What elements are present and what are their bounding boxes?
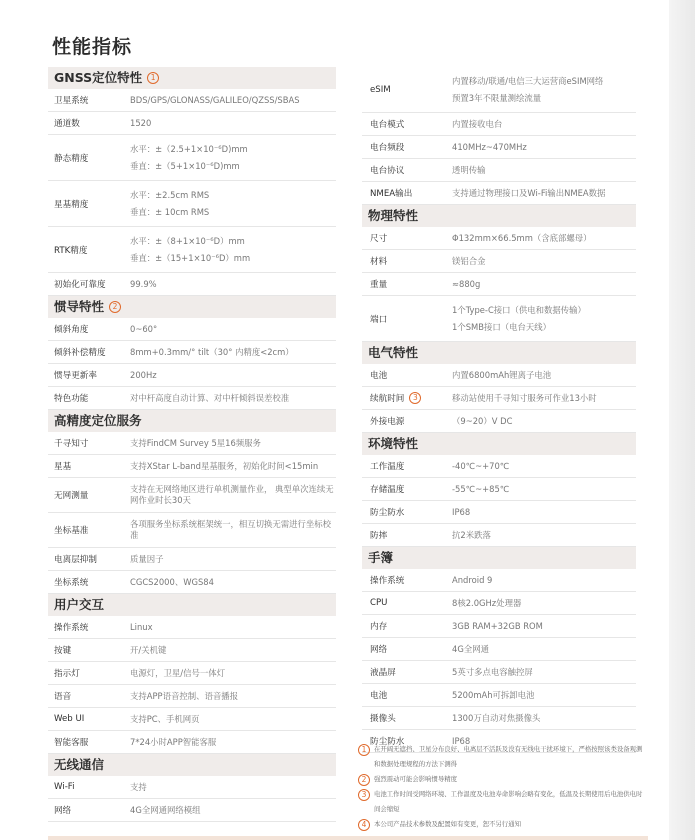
- spec-row: [362, 159, 636, 182]
- spec-values: [452, 458, 509, 475]
- spec-value: 4G全网通: [452, 643, 489, 654]
- spec-value: 内置6800mAh锂离子电池: [452, 369, 552, 380]
- spec-label: [362, 712, 452, 724]
- spec-values: [452, 618, 543, 635]
- spec-label: [362, 118, 452, 130]
- footnote-marker-icon: 3: [409, 392, 421, 404]
- spec-label-text: 电台频段: [370, 143, 405, 153]
- spec-value: 5200mAh可拆卸电池: [452, 689, 535, 700]
- spec-value: IP68: [452, 506, 471, 517]
- spec-values: [452, 641, 489, 658]
- spec-label-text: 外接电源: [370, 417, 405, 427]
- spec-label: [362, 598, 452, 608]
- spec-label: [48, 278, 130, 290]
- footnote-text: 强烈震动可能会影响惯导精度: [374, 775, 458, 783]
- spec-label-text: NMEA输出: [370, 189, 413, 199]
- spec-row: [362, 67, 636, 113]
- footnotes: [358, 742, 648, 832]
- spec-values: [130, 574, 214, 591]
- spec-label: [48, 690, 130, 702]
- footnote-item: [358, 787, 648, 817]
- spec-label-text: 卫星系统: [54, 96, 89, 106]
- spec-values: [452, 162, 486, 179]
- spec-label: [362, 415, 452, 427]
- section-header: [48, 754, 336, 776]
- spec-row: [48, 662, 336, 685]
- spec-label: [362, 232, 452, 244]
- spec-value: 1个SMB接口（电台天线）: [452, 321, 551, 332]
- spec-label: [362, 187, 452, 199]
- spec-label-text: 千寻知寸: [54, 439, 89, 449]
- spec-label-text: 倾斜角度: [54, 325, 89, 335]
- spec-label: [48, 117, 130, 129]
- spec-label: [48, 553, 130, 565]
- spec-values: [130, 665, 225, 682]
- spec-label: [48, 244, 130, 256]
- section-header: [48, 594, 336, 616]
- footnote-item: [358, 817, 648, 832]
- spec-label-text: 指示灯: [54, 669, 80, 679]
- spec-values: [130, 92, 300, 109]
- spec-value: Android 9: [452, 574, 493, 585]
- spec-label-text: 液晶屏: [370, 668, 396, 678]
- spec-row: [362, 592, 636, 615]
- footnote-marker-icon: 2: [358, 774, 370, 786]
- spec-values: [130, 367, 157, 384]
- spec-label: [48, 369, 130, 381]
- spec-row: [362, 501, 636, 524]
- spec-value: 对中杆高度自动计算、对中杆倾斜误差校准: [130, 392, 290, 403]
- spec-label-text: 端口: [370, 314, 388, 325]
- spec-row: [362, 684, 636, 707]
- spec-row: [362, 273, 636, 296]
- spec-row: [362, 410, 636, 433]
- spec-label-text: 重量: [370, 280, 388, 290]
- section-header: [362, 342, 636, 364]
- spec-values: [130, 344, 294, 361]
- spec-label-text: CPU: [370, 598, 388, 608]
- spec-label-text: 网络: [54, 806, 72, 816]
- spec-values: [130, 779, 147, 796]
- spec-value: 1个Type-C接口（供电和数据传输）: [452, 304, 586, 315]
- spec-value: -40℃~+70℃: [452, 460, 510, 471]
- spec-value: 支持通过物理接口及Wi-Fi输出NMEA数据: [452, 187, 606, 198]
- spec-values: [130, 233, 250, 267]
- spec-value: 支持XStar L-band星基服务，初始化时间<15min: [130, 460, 319, 471]
- spec-value: 支持在无网络地区进行单机测量作业， 典型单次连续无网作业时长30天: [130, 484, 334, 505]
- spec-label: [362, 85, 452, 95]
- spec-values: [452, 504, 470, 521]
- spec-label-text: 续航时间: [370, 394, 405, 404]
- spec-label-text: 网络: [370, 645, 388, 655]
- spec-row: [362, 250, 636, 273]
- spec-label-text: 坐标系统: [54, 578, 89, 588]
- spec-label-text: 星基: [54, 462, 72, 472]
- spec-values: [452, 572, 492, 589]
- spec-row: [48, 513, 336, 548]
- spec-values: [452, 481, 509, 498]
- spec-row: [362, 296, 636, 342]
- spec-label-text: 防尘防水: [370, 737, 405, 747]
- spec-label-text: 坐标基准: [54, 526, 89, 536]
- spec-value: ≈880g: [452, 278, 481, 289]
- spec-value: 水平：±2.5cm RMS: [130, 189, 210, 200]
- spec-label-text: 电池: [370, 691, 388, 701]
- spec-label: [362, 666, 452, 678]
- spec-label-text: 电台模式: [370, 120, 405, 130]
- spec-value: 水平：±（8+1×10⁻⁶D）mm: [130, 235, 245, 246]
- spec-label: [362, 483, 452, 495]
- spec-value: 开/关机键: [130, 644, 167, 655]
- spec-label-text: 内存: [370, 622, 388, 632]
- footnote-marker-icon: 4: [358, 819, 370, 831]
- spec-row: [48, 799, 336, 822]
- spec-values: [452, 230, 592, 247]
- spec-value: 垂直：± 10cm RMS: [130, 206, 210, 217]
- spec-row: [362, 182, 636, 205]
- spec-row: [48, 273, 336, 296]
- spec-values: [452, 413, 512, 430]
- spec-row: [48, 227, 336, 273]
- spec-values: [452, 595, 521, 612]
- section-header: [362, 547, 636, 569]
- spec-label-text: 电池: [370, 371, 388, 381]
- spec-row: [48, 639, 336, 662]
- spec-label-text: 材料: [370, 257, 388, 267]
- spec-label: [48, 198, 130, 210]
- spec-label: [48, 489, 130, 501]
- spec-row: [48, 571, 336, 594]
- spec-values: [130, 711, 200, 728]
- spec-values: [452, 527, 491, 544]
- footnote-marker-icon: 1: [358, 744, 370, 756]
- spec-label-text: Web UI: [54, 714, 85, 724]
- spec-values: [130, 141, 248, 175]
- page-edge-strip: [669, 0, 695, 840]
- spec-label: [48, 576, 130, 588]
- spec-value: 4G全网通网络模组: [130, 804, 201, 815]
- spec-label: [362, 313, 452, 325]
- spec-values: [130, 115, 151, 132]
- spec-label-text: 电台协议: [370, 166, 405, 176]
- spec-value: 镁铝合金: [452, 255, 486, 266]
- section-title: 无线通信: [54, 757, 105, 772]
- spec-row: [48, 387, 336, 410]
- right-spec-column: [362, 67, 636, 753]
- spec-label: [48, 152, 130, 164]
- spec-label-text: Wi-Fi: [54, 782, 75, 792]
- spec-label-text: 摄像头: [370, 714, 396, 724]
- footnote-text: 本公司产品技术参数及配置如有变更，恕不另行通知: [374, 820, 521, 828]
- spec-value: 1300万自动对焦摄像头: [452, 712, 541, 723]
- spec-value: 内置移动/联通/电信三大运营商eSIM网络: [452, 75, 604, 86]
- spec-value: -55℃~+85℃: [452, 483, 510, 494]
- bottom-accent-bar: [48, 836, 648, 840]
- spec-label: [362, 643, 452, 655]
- spec-values: [452, 664, 533, 681]
- spec-label-text: 操作系统: [54, 623, 89, 633]
- spec-value: 内置接收电台: [452, 118, 503, 129]
- spec-label: [48, 392, 130, 404]
- spec-label: [362, 460, 452, 472]
- spec-label: [362, 369, 452, 381]
- spec-label-text: 工作温度: [370, 462, 405, 472]
- spec-value: 8核2.0GHz处理器: [452, 597, 522, 608]
- left-spec-column: [48, 67, 336, 822]
- spec-label: [362, 255, 452, 267]
- section-title: 物理特性: [368, 208, 419, 223]
- section-title: GNSS定位特性: [54, 70, 143, 85]
- section-header: [48, 67, 336, 89]
- spec-value: 电源灯，卫星/信号一体灯: [130, 667, 225, 678]
- section-title: 惯导特性: [54, 299, 105, 314]
- spec-row: [362, 569, 636, 592]
- spec-label-text: 星基精度: [54, 199, 89, 210]
- spec-row: [48, 776, 336, 799]
- spec-label: [48, 524, 130, 536]
- spec-row: [48, 616, 336, 639]
- spec-label: [48, 346, 130, 358]
- spec-row: [362, 478, 636, 501]
- spec-value: 支持FindCM Survey 5星16频服务: [130, 437, 261, 448]
- spec-values: [130, 484, 336, 506]
- footnote-marker-icon: 2: [109, 301, 121, 313]
- section-title: 用户交互: [54, 597, 105, 612]
- spec-label: [48, 644, 130, 656]
- spec-values: [130, 435, 261, 452]
- spec-values: [452, 302, 586, 336]
- spec-label-text: 操作系统: [370, 576, 405, 586]
- spec-values: [130, 390, 289, 407]
- spec-value: 支持APP语音控制、语音播报: [130, 690, 238, 701]
- spec-label-text: 尺寸: [370, 234, 388, 244]
- spec-value: 410MHz~470MHz: [452, 141, 527, 152]
- spec-values: [130, 458, 318, 475]
- spec-value: 垂直：±（15+1×10⁻⁶D）mm: [130, 252, 251, 263]
- spec-row: [362, 524, 636, 547]
- spec-values: [130, 642, 166, 659]
- spec-value: 透明传输: [452, 164, 486, 175]
- spec-value: 0~60°: [130, 323, 158, 334]
- spec-value: 移动站使用千寻知寸服务可作业13小时: [452, 392, 597, 403]
- spec-row: [48, 181, 336, 227]
- spec-value: 水平：±（2.5+1×10⁻⁶D)mm: [130, 143, 248, 154]
- footnote-item: [358, 742, 648, 772]
- section-header: [48, 410, 336, 432]
- spec-row: [362, 638, 636, 661]
- spec-label: [48, 804, 130, 816]
- spec-value: Linux: [130, 621, 153, 632]
- spec-label-text: 电离层抑制: [54, 555, 97, 565]
- spec-values: [452, 139, 527, 156]
- footnote-text: 在开阔无遮挡、卫星分布良好、电离层不活跃及没有无线电干扰环境下，严格按照该类设备观测和数据处理规程的方法下测得: [374, 745, 643, 768]
- spec-values: [452, 710, 540, 727]
- spec-row: [48, 89, 336, 112]
- section-title: 高精度定位服务: [54, 413, 142, 428]
- spec-values: [452, 687, 534, 704]
- spec-row: [362, 387, 636, 410]
- spec-value: IP68: [452, 735, 471, 746]
- spec-label: [48, 460, 130, 472]
- spec-row: [362, 615, 636, 638]
- spec-values: [452, 390, 597, 407]
- spec-row: [48, 685, 336, 708]
- spec-label: [362, 278, 452, 290]
- spec-label-text: eSIM: [370, 84, 391, 95]
- spec-label-text: RTK精度: [54, 245, 88, 256]
- section-title: 环境特性: [368, 436, 419, 451]
- spec-label-text: 防尘防水: [370, 508, 405, 518]
- footnote-marker-icon: 3: [358, 789, 370, 801]
- spec-value: 8mm+0.3mm/° tilt（30° 内精度<2cm）: [130, 346, 294, 357]
- spec-values: [130, 321, 157, 338]
- spec-label: [362, 620, 452, 632]
- spec-row: [48, 708, 336, 731]
- spec-value: 支持: [130, 781, 147, 792]
- spec-label: [48, 736, 130, 748]
- spec-label-text: 静态精度: [54, 153, 89, 164]
- spec-values: [452, 253, 486, 270]
- spec-label: [362, 141, 452, 153]
- spec-label: [48, 437, 130, 449]
- spec-value: 支持PC、手机网页: [130, 713, 200, 724]
- spec-row: [362, 661, 636, 684]
- section-title: 手簿: [368, 550, 394, 565]
- section-title: 电气特性: [368, 345, 419, 360]
- spec-value: 垂直：±（5+1×10⁻⁶D)mm: [130, 160, 240, 171]
- spec-value: Φ132mm×66.5mm（含底部螺母）: [452, 232, 592, 243]
- spec-label-text: 无网测量: [54, 491, 89, 501]
- spec-value: 各项服务坐标系统框架统一，相互切换无需进行坐标校准: [130, 519, 331, 540]
- spec-row: [48, 478, 336, 513]
- spec-row: [362, 113, 636, 136]
- spec-row: [48, 341, 336, 364]
- spec-values: [452, 185, 605, 202]
- spec-row: [362, 364, 636, 387]
- section-header: [362, 433, 636, 455]
- spec-values: [452, 367, 551, 384]
- spec-label: [362, 164, 452, 176]
- spec-value: 1520: [130, 117, 152, 128]
- spec-label: [48, 323, 130, 335]
- spec-label: [362, 506, 452, 518]
- spec-row: [48, 112, 336, 135]
- spec-values: [130, 276, 157, 293]
- spec-label-text: 通道数: [54, 119, 80, 129]
- spec-label: [48, 667, 130, 679]
- spec-label-text: 特色功能: [54, 394, 89, 404]
- spec-label-text: 倾斜补偿精度: [54, 348, 106, 358]
- spec-value: 质量因子: [130, 553, 164, 564]
- spec-row: [362, 455, 636, 478]
- spec-values: [130, 519, 336, 541]
- spec-values: [130, 802, 200, 819]
- footnote-item: [358, 772, 648, 787]
- spec-value: 3GB RAM+32GB ROM: [452, 620, 543, 631]
- spec-value: BDS/GPS/GLONASS/GALILEO/QZSS/SBAS: [130, 94, 300, 105]
- footnote-text: 电池工作时间受网络环境、工作温度及电池寿命影响会略有变化，低温及长期使用后电池供电时间会缩短: [374, 790, 643, 813]
- spec-label: [48, 782, 130, 792]
- spec-values: [452, 116, 502, 133]
- spec-row: [48, 364, 336, 387]
- footnote-marker-icon: 1: [147, 72, 159, 84]
- spec-label: [48, 714, 130, 724]
- spec-value: CGCS2000、WGS84: [130, 576, 214, 587]
- spec-values: [452, 73, 603, 107]
- spec-row: [48, 318, 336, 341]
- spec-value: 7*24小时APP智能客服: [130, 736, 217, 747]
- spec-row: [48, 548, 336, 571]
- spec-row: [48, 432, 336, 455]
- spec-row: [48, 135, 336, 181]
- spec-label-text: 按键: [54, 646, 72, 656]
- spec-value: （9~20）V DC: [452, 415, 513, 426]
- section-header: [362, 205, 636, 227]
- spec-label: [362, 392, 452, 404]
- spec-label: [362, 529, 452, 541]
- spec-value: 200Hz: [130, 369, 157, 380]
- spec-value: 99.9%: [130, 278, 157, 289]
- spec-row: [48, 731, 336, 754]
- spec-label-text: 存储温度: [370, 485, 405, 495]
- spec-values: [130, 187, 209, 221]
- spec-label: [362, 574, 452, 586]
- spec-label: [362, 689, 452, 701]
- spec-row: [48, 455, 336, 478]
- spec-value: 5英寸多点电容触控屏: [452, 666, 533, 677]
- spec-label: [48, 621, 130, 633]
- section-header: [48, 296, 336, 318]
- spec-value: 预置3年不限量测绘流量: [452, 92, 542, 103]
- spec-values: [130, 688, 238, 705]
- spec-row: [362, 707, 636, 730]
- spec-row: [362, 227, 636, 250]
- spec-label-text: 智能客服: [54, 738, 89, 748]
- spec-label-text: 初始化可靠度: [54, 280, 106, 290]
- page-title: 性能指标: [52, 36, 133, 58]
- spec-row: [362, 136, 636, 159]
- spec-value: 抗2米跌落: [452, 529, 491, 540]
- spec-label-text: 惯导更新率: [54, 371, 97, 381]
- spec-values: [130, 619, 153, 636]
- spec-values: [130, 734, 216, 751]
- spec-values: [452, 276, 480, 293]
- spec-label-text: 语音: [54, 692, 72, 702]
- spec-values: [130, 551, 164, 568]
- spec-label-text: 防摔: [370, 531, 388, 541]
- spec-label: [48, 94, 130, 106]
